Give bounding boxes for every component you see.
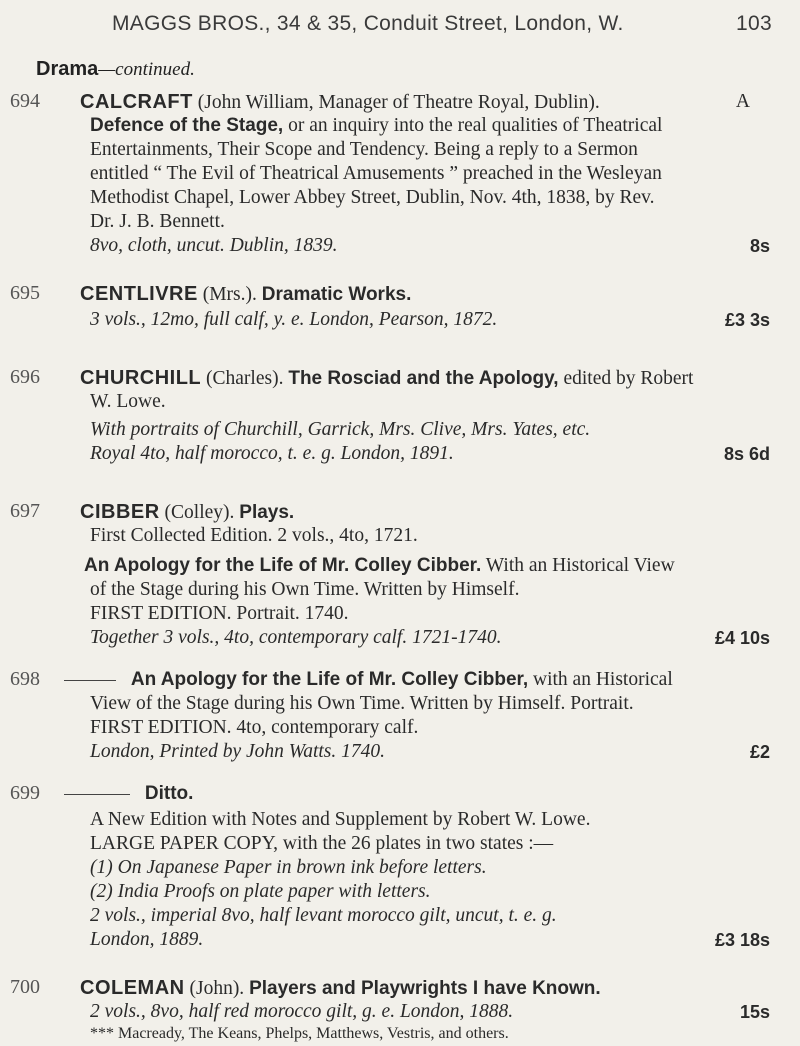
author-detail: (John William, Manager of Theatre Royal, Dublin). <box>197 92 600 113</box>
entry-text: View of the Stage during his Own Time. Written by Himself. Portrait. <box>90 693 634 714</box>
lot-number: 699 <box>10 782 40 804</box>
entry-text: (1) On Japanese Paper in brown ink before letters. <box>90 857 487 878</box>
entry-text: Dr. J. B. Bennett. <box>90 211 225 232</box>
entry-text: First Collected Edition. 2 vols., 4to, 1721. <box>90 525 418 546</box>
entry-imprint: 3 vols., 12mo, full calf, y. e. London, Pearson, 1872. <box>90 309 498 330</box>
entry-line <box>80 366 770 391</box>
author-name: CIBBER <box>80 501 160 523</box>
entry-text: with an Historical <box>533 669 673 690</box>
author-detail: (John). <box>189 978 245 999</box>
entry-text: edited by Robert <box>563 368 694 389</box>
section-continued: —continued. <box>98 59 195 80</box>
price: £2 <box>749 742 770 762</box>
entry-note: *** Macready, The Keans, Phelps, Matthews, Vestris, and others. <box>90 1025 509 1042</box>
lot-number: 698 <box>10 668 40 690</box>
book-title: Defence of the Stage, <box>90 115 284 136</box>
ditto-dash <box>64 794 130 795</box>
author-name: CALCRAFT <box>80 91 193 113</box>
page-number: 103 <box>736 12 772 35</box>
entry-text: Entertainments, Their Scope and Tendency. Being a reply to a Sermon <box>90 139 638 160</box>
price: 8s <box>749 236 770 256</box>
lot-number: 700 <box>10 976 40 998</box>
entry-text: W. Lowe. <box>90 391 166 412</box>
entry-line <box>64 668 754 692</box>
entry-imprint: Royal 4to, half morocco, t. e. g. London, 1891. <box>90 443 454 464</box>
ditto-dash <box>64 680 116 681</box>
entry-text: of the Stage during his Own Time. Written by Himself. <box>90 579 520 600</box>
lot-number: 696 <box>10 366 40 388</box>
author-name: CHURCHILL <box>80 367 202 389</box>
author-detail: (Colley). <box>164 502 235 523</box>
price: £4 10s <box>714 628 770 648</box>
entry-line <box>64 782 754 806</box>
book-title: Players and Playwrights I have Known. <box>249 978 601 999</box>
author-name: COLEMAN <box>80 977 185 999</box>
price: 15s <box>739 1002 770 1022</box>
entry-imprint: 2 vols., 8vo, half red morocco gilt, g. e. London, 1888. <box>90 1001 514 1022</box>
section-title: Drama <box>36 58 99 80</box>
author-detail: (Mrs.). <box>202 284 257 305</box>
book-title: Ditto. <box>144 783 194 804</box>
entry-imprint: London, Printed by John Watts. 1740. <box>90 741 386 762</box>
author-detail: (Charles). <box>206 368 284 389</box>
author-name: CENTLIVRE <box>80 283 198 305</box>
entry-text: FIRST EDITION. Portrait. 1740. <box>90 603 349 624</box>
book-title: The Rosciad and the Apology, <box>288 368 559 389</box>
entry-text: entitled “ The Evil of Theatrical Amusements ” preached in the Wesleyan <box>90 163 662 184</box>
header-title: MAGGS BROS., 34 & 35, Conduit Street, London, W. <box>112 12 624 35</box>
entry-line <box>84 554 774 578</box>
entry-line <box>80 90 770 115</box>
entry-text: With an Historical View <box>485 555 675 576</box>
entry-text: 2 vols., imperial 8vo, half levant morocco gilt, uncut, t. e. g. <box>90 905 557 926</box>
entry-text: FIRST EDITION. 4to, contemporary calf. <box>90 717 419 738</box>
page-header <box>112 12 772 36</box>
entry-imprint: 8vo, cloth, uncut. Dublin, 1839. <box>90 235 338 256</box>
lot-number: 694 <box>10 90 40 112</box>
book-title: Plays. <box>239 502 295 523</box>
price: £3 18s <box>714 930 770 950</box>
lot-number: 695 <box>10 282 40 304</box>
entry-text: Methodist Chapel, Lower Abbey Street, Dublin, Nov. 4th, 1838, by Rev. <box>90 187 655 208</box>
lot-number: 697 <box>10 500 40 522</box>
entry-line <box>80 282 770 307</box>
entry-text: Together 3 vols., 4to, contemporary calf. 1721-1740. <box>90 627 502 648</box>
section-heading <box>36 58 195 81</box>
book-title: An Apology for the Life of Mr. Colley Cibber, <box>130 669 529 690</box>
entry-text: LARGE PAPER COPY, with the 26 plates in two states :— <box>90 833 554 854</box>
price: £3 3s <box>724 310 770 330</box>
entry-line <box>80 500 770 525</box>
entry-text: A New Edition with Notes and Supplement by Robert W. Lowe. <box>90 809 591 830</box>
book-title: An Apology for the Life of Mr. Colley Cibber. <box>84 555 482 576</box>
entry-imprint: London, 1889. <box>90 929 204 950</box>
entry-line <box>90 114 780 138</box>
entry-text: (2) India Proofs on plate paper with letters. <box>90 881 431 902</box>
entry-text: A <box>735 91 750 112</box>
book-title: Dramatic Works. <box>261 284 412 305</box>
entry-text: or an inquiry into the real qualities of Theatrical <box>288 115 663 136</box>
entry-line <box>80 976 770 1001</box>
price: 8s 6d <box>723 444 770 464</box>
entry-text: With portraits of Churchill, Garrick, Mrs. Clive, Mrs. Yates, etc. <box>90 419 591 440</box>
